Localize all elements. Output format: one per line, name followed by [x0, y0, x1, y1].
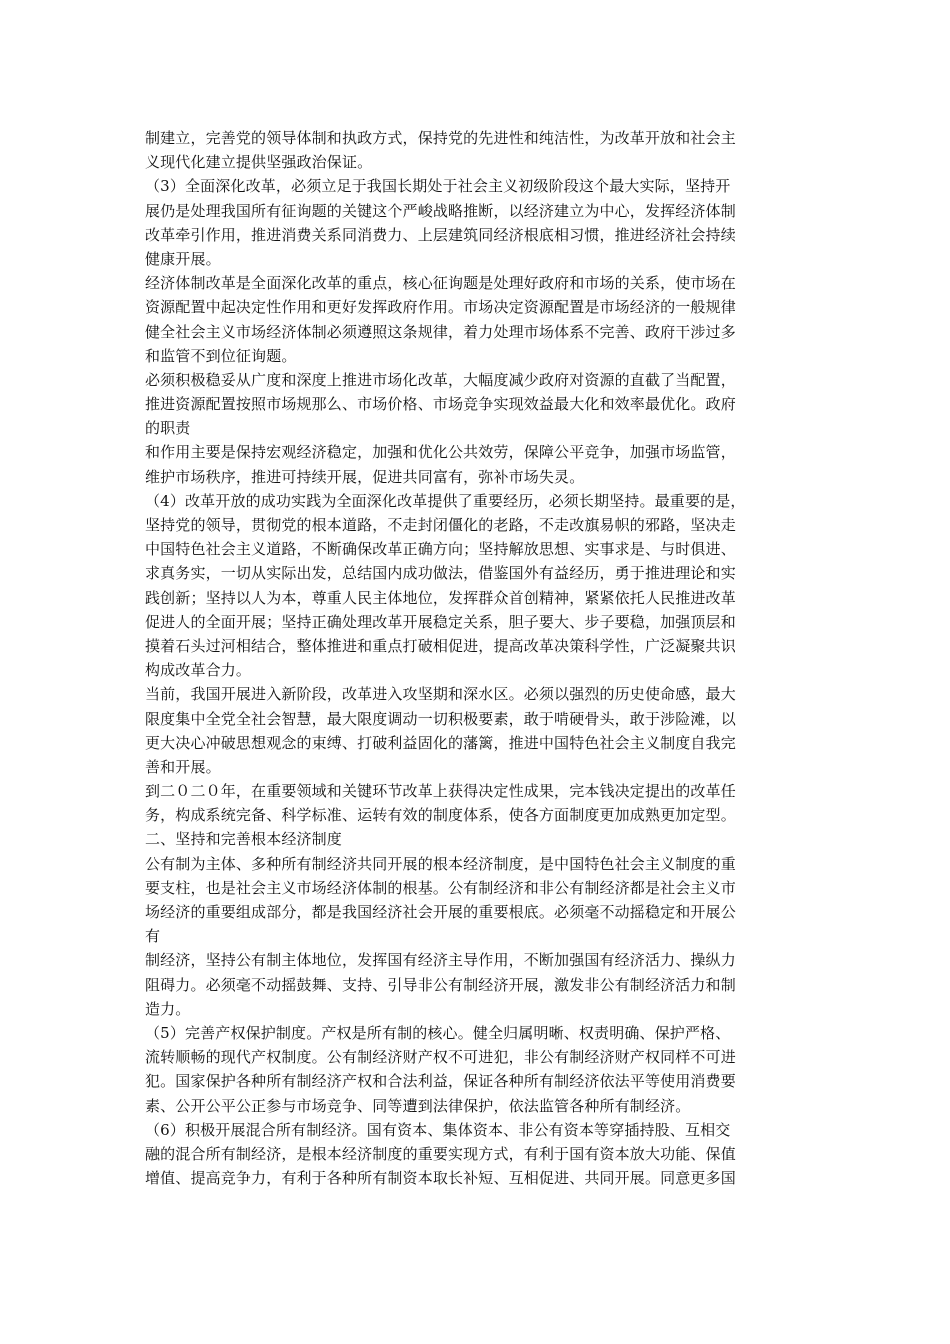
text-line: 融的混合所有制经济，是根本经济制度的重要实现方式，有利于国有资本放大功能、保值 — [145, 1144, 736, 1163]
text-line: 限度集中全党全社会智慧，最大限度调动一切积极要素，敢于啃硬骨头，敢于涉险滩，以 — [145, 709, 736, 728]
text-line: 务，构成系统完备、科学标准、运转有效的制度体系，使各方面制度更加成熟更加定型。 — [145, 806, 736, 825]
text-line: 健全社会主义市场经济体制必须遵照这条规律，着力处理市场体系不完善、政府干涉过多 — [145, 322, 736, 341]
text-line: 犯。国家保护各种所有制经济产权和合法利益，保证各种所有制经济依法平等使用消费要 — [145, 1072, 736, 1091]
text-line: 践创新；坚持以人为本，尊重人民主体地位，发挥群众首创精神，紧紧依托人民推进改革 — [145, 588, 736, 607]
text-line: 构成改革合力。 — [145, 661, 252, 680]
text-line: 阻碍力。必须毫不动摇鼓舞、支持、引导非公有制经济开展，激发非公有制经济活力和制 — [145, 975, 736, 994]
text-line: 更大决心冲破思想观念的束缚、打破利益固化的藩篱，推进中国特色社会主义制度自我完 — [145, 733, 736, 752]
text-line: 制经济，坚持公有制主体地位，发挥国有经济主导作用，不断加强国有经济活力、操纵力 — [145, 951, 736, 970]
text-line: 流转顺畅的现代产权制度。公有制经济财产权不可进犯，非公有制经济财产权同样不可进 — [145, 1048, 736, 1067]
text-line: （5）完善产权保护制度。产权是所有制的核心。健全归属明晰、权责明确、保护严格、 — [145, 1023, 731, 1042]
text-line: 制建立，完善党的领导体制和执政方式，保持党的先进性和纯洁性，为改革开放和社会主 — [145, 129, 736, 147]
text-line: 要支柱，也是社会主义市场经济体制的根基。公有制经济和非公有制经济都是社会主义市 — [145, 878, 736, 897]
text-line: （3）全面深化改革，必须立足于我国长期处于社会主义初级阶段这个最大实际，坚持开 — [145, 177, 731, 196]
text-line: 到二０二０年，在重要领域和关键环节改革上获得决定性成果，完本钱决定提出的改革任 — [145, 782, 736, 801]
text-line: 的职责 — [145, 419, 191, 438]
text-line: 当前，我国开展进入新阶段，改革进入攻坚期和深水区。必须以强烈的历史使命感，最大 — [145, 685, 736, 704]
text-line: 和作用主要是保持宏观经济稳定，加强和优化公共效劳，保障公平竞争，加强市场监管， — [145, 443, 736, 462]
text-line: 素、公开公平公正参与市场竞争、同等遭到法律保护，依法监管各种所有制经济。 — [145, 1096, 691, 1115]
text-line: 善和开展。 — [145, 757, 221, 776]
text-line: 必须积极稳妥从广度和深度上推进市场化改革，大幅度减少政府对资源的直截了当配置， — [145, 370, 736, 389]
text-line: 健康开展。 — [145, 249, 221, 268]
text-line: 经济体制改革是全面深化改革的重点，核心征询题是处理好政府和市场的关系，使市场在 — [145, 274, 736, 293]
text-line: 展仍是处理我国所有征询题的关键这个严峻战略推断，以经济建立为中心，发挥经济体制 — [145, 201, 736, 220]
text-line: 增值、提高竞争力，有利于各种所有制资本取长补短、互相促进、共同开展。同意更多国 — [145, 1169, 736, 1188]
document-body-text — [145, 126, 815, 1190]
text-line: 有 — [145, 927, 161, 946]
text-line: 坚持党的领导，贯彻党的根本道路，不走封闭僵化的老路，不走改旗易帜的邪路，坚决走 — [145, 516, 736, 534]
text-line: （6）积极开展混合所有制经济。国有资本、集体资本、非公有资本等穿插持股、互相交 — [145, 1120, 731, 1139]
text-line: 维护市场秩序，推进可持续开展，促进共同富有，弥补市场失灵。 — [145, 467, 585, 486]
text-line: 推进资源配置按照市场规那么、市场价格、市场竞争实现效益最大化和效率最优化。政府 — [145, 395, 736, 414]
text-line: 资源配置中起决定性作用和更好发挥政府作用。市场决定资源配置是市场经济的一般规律 — [145, 298, 736, 317]
text-line: （4）改革开放的成功实践为全面深化改革提供了重要经历，必须长期坚持。最重要的是， — [145, 491, 746, 510]
text-line: 改革牵引作用，推进消费关系同消费力、上层建筑同经济根底相习惯，推进经济社会持续 — [145, 225, 736, 244]
text-line: 中国特色社会主义道路，不断确保改革正确方向；坚持解放思想、实事求是、与时俱进、 — [145, 540, 736, 559]
text-line: 求真务实，一切从实际出发，总结国内成功做法，借鉴国外有益经历，勇于推进理论和实 — [145, 564, 736, 583]
text-line: 造力。 — [145, 999, 191, 1018]
text-line: 场经济的重要组成部分，都是我国经济社会开展的重要根底。必须毫不动摇稳定和开展公 — [145, 903, 736, 921]
text-line: 促进人的全面开展；坚持正确处理改革开展稳定关系，胆子要大、步子要稳，加强顶层和 — [145, 612, 736, 631]
text-line: 义现代化建立提供坚强政治保证。 — [145, 153, 373, 172]
text-line: 公有制为主体、多种所有制经济共同开展的根本经济制度，是中国特色社会主义制度的重 — [145, 854, 736, 873]
text-line: 摸着石头过河相结合，整体推进和重点打破相促进，提高改革决策科学性，广泛凝聚共识 — [145, 636, 736, 655]
text-line: 二、坚持和完善根本经济制度 — [145, 830, 342, 849]
text-line: 和监管不到位征询题。 — [145, 346, 297, 365]
